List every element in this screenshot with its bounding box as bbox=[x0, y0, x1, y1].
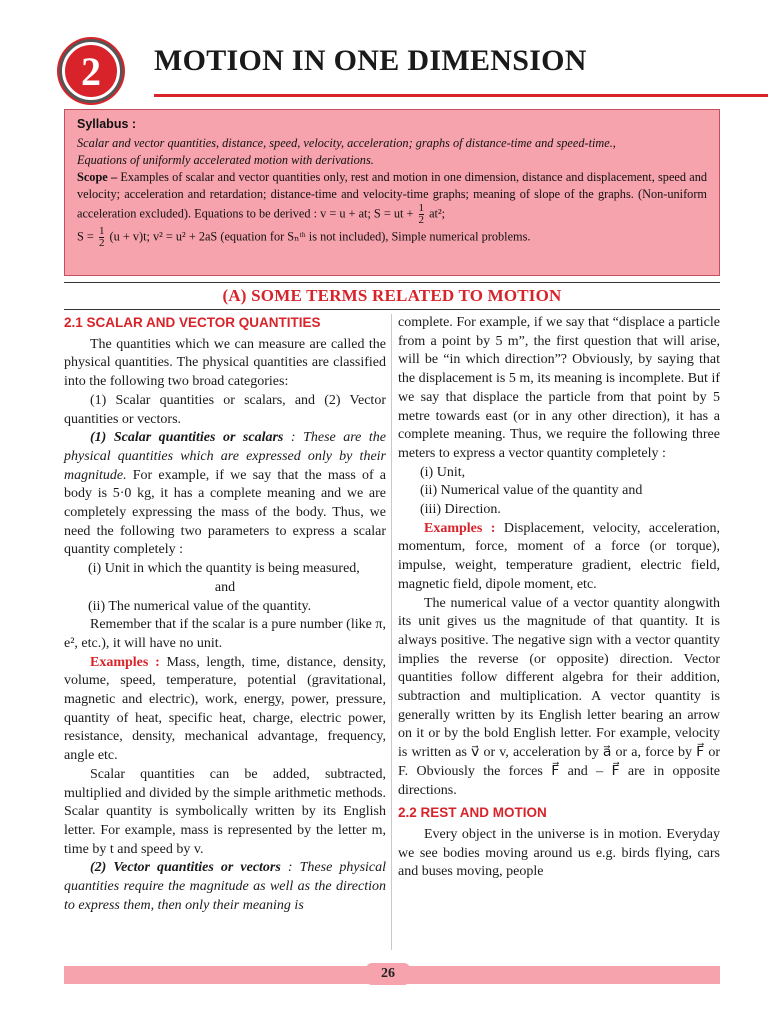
page-number: 26 bbox=[366, 963, 410, 985]
section-title: (A) SOME TERMS RELATED TO MOTION bbox=[222, 286, 562, 305]
syllabus-heading: Syllabus : bbox=[77, 117, 137, 131]
paragraph: The numerical value of a vector quantity alongwith its unit gives us the magnitude of that quantity. It is always positive. The negative sign with a vector quantity implies the reverse (or opposite) direction. Vector quantities follow different algebra for their addition, subtraction and multiplication. A vector quantity is generally written by its English letter bearing an arrow on it or by the bold English letter. For example, velocity is written as v⃗ or v, acceleration by a⃗ or a, force by F⃗ or F. Obviously the forces F⃗ and – F⃗ are in opposite directions. bbox=[398, 595, 720, 798]
list-item: (ii) Numerical value of the quantity and bbox=[420, 483, 643, 499]
syllabus-equation-line bbox=[77, 226, 707, 249]
chapter-header bbox=[50, 38, 730, 98]
list-item-and: and bbox=[214, 579, 236, 595]
fraction-half-2: $\frac{1}{2}$ bbox=[98, 225, 105, 249]
right-column bbox=[398, 314, 720, 882]
paragraph: complete. For example, if we say that “displace a particle from a point by 5 m”, the first question that will arise, will be “in which direction”? Obviously, by saying that the displacement is 5 m, its meaning is incomplete. But if we say that displace the particle from that point by 5 metre towards east (or in any other direction), it has a complete meaning. Thus, we require the following three meters to express a vector quantity completely : bbox=[398, 315, 720, 461]
list-item: (iii) Direction. bbox=[420, 502, 501, 518]
syllabus-box bbox=[64, 109, 720, 276]
eq-s-suffix: (u + v)t; v² = u² + 2aS (equation for Sₙᵗʰ is not included), Simple numerical problems. bbox=[109, 229, 531, 244]
column-divider bbox=[391, 314, 392, 950]
paragraph-scalar-examples: Examples : Mass, length, time, distance, density, volume, speed, temperature, potential (gravitational, magnetic and electric), work, energy, power, pressure, quantity of heat, specific heat, charge, electric power, resistance, density, mechanical advantage, frequency, angle etc. bbox=[64, 654, 386, 764]
chapter-number-badge: 2 bbox=[62, 42, 120, 100]
definition-scalar: : These are the physical quantities which are expressed only by their magnitude. bbox=[64, 430, 386, 483]
term-scalar: (1) Scalar quantities or scalars bbox=[90, 430, 284, 446]
list-item: (i) Unit in which the quantity is being measured, bbox=[88, 561, 360, 577]
syllabus-topics-line2: Equations of uniformly accelerated motion with derivations. bbox=[77, 153, 374, 167]
left-column bbox=[64, 314, 386, 916]
scope-text: Examples of scalar and vector quantities only, rest and motion in one dimension, distance and displacement, speed and velocity; acceleration and retardation; distance-time and velocity-time graphs; meaning of slope of the graphs. (Non-uniform acceleration excluded). Equations to be derived : v = u + at; S = ut + bbox=[77, 170, 708, 221]
scope-label: Scope – bbox=[77, 170, 118, 184]
fraction-half: $\frac{1}{2}$ bbox=[418, 202, 425, 226]
paragraph: Every object in the universe is in motion. Everyday we see bodies moving around us e.g. birds flying, cars and buses moving, people bbox=[398, 826, 720, 880]
eq-s-prefix: S = bbox=[77, 229, 94, 244]
term-vector: (2) Vector quantities or vectors bbox=[90, 860, 281, 876]
paragraph-vector-definition: (2) Vector quantities or vectors : These physical quantities require the magnitude as well as the direction to express them, then only their meaning is bbox=[64, 860, 387, 913]
paragraph: The quantities which we can measure are called the physical quantities. The physical quantities are classified into the following two broad categories: bbox=[64, 336, 386, 390]
list-item: (ii) The numerical value of the quantity. bbox=[88, 598, 312, 614]
paragraph-scalar-definition: (1) Scalar quantities or scalars : These are the physical quantities which are expressed only by their magnitude. For example, if we say that the mass of a body is 5·0 kg, it has a complete meaning and we are completely expressing the mass of the body. Thus, we need the following two parameters to express a scalar quantity completely : bbox=[64, 430, 386, 558]
paragraph: Scalar quantities can be added, subtracted, multiplied and divided by the simple arithmetic methods. Scalar quantity is symbolically written by its English letter. For example, mass is represented by the letter m, time by t and speed by v. bbox=[64, 766, 386, 857]
paragraph: Remember that if the scalar is a pure number (like π, e², etc.), it will have no unit. bbox=[64, 617, 386, 651]
header-rule bbox=[154, 94, 768, 97]
examples-label: Examples : bbox=[90, 654, 160, 670]
paragraph-vector-examples: Examples : Displacement, velocity, acceleration, momentum, force, moment of a force (or torque), impulse, weight, temperature gradient, electric field, magnetic field, dipole moment, etc. bbox=[398, 520, 721, 592]
syllabus-topics-line1: Scalar and vector quantities, distance, speed, velocity, acceleration; graphs of distance-time and speed-time., bbox=[77, 136, 616, 150]
list-item: (i) Unit, bbox=[420, 464, 466, 480]
heading-rest-motion: 2.2 REST AND MOTION bbox=[398, 805, 547, 821]
scope-at2: at²; bbox=[429, 206, 446, 221]
syllabus-scope bbox=[77, 169, 707, 226]
paragraph: (1) Scalar quantities or scalars, and (2) Vector quantities or vectors. bbox=[64, 392, 386, 427]
section-rule-bottom bbox=[64, 309, 720, 310]
heading-scalar-vector: 2.1 SCALAR AND VECTOR QUANTITIES bbox=[64, 315, 321, 330]
section-title-block bbox=[64, 282, 720, 310]
examples-label: Examples : bbox=[424, 520, 496, 536]
section-rule-top bbox=[64, 282, 720, 283]
chapter-title: MOTION IN ONE DIMENSION bbox=[154, 44, 587, 77]
